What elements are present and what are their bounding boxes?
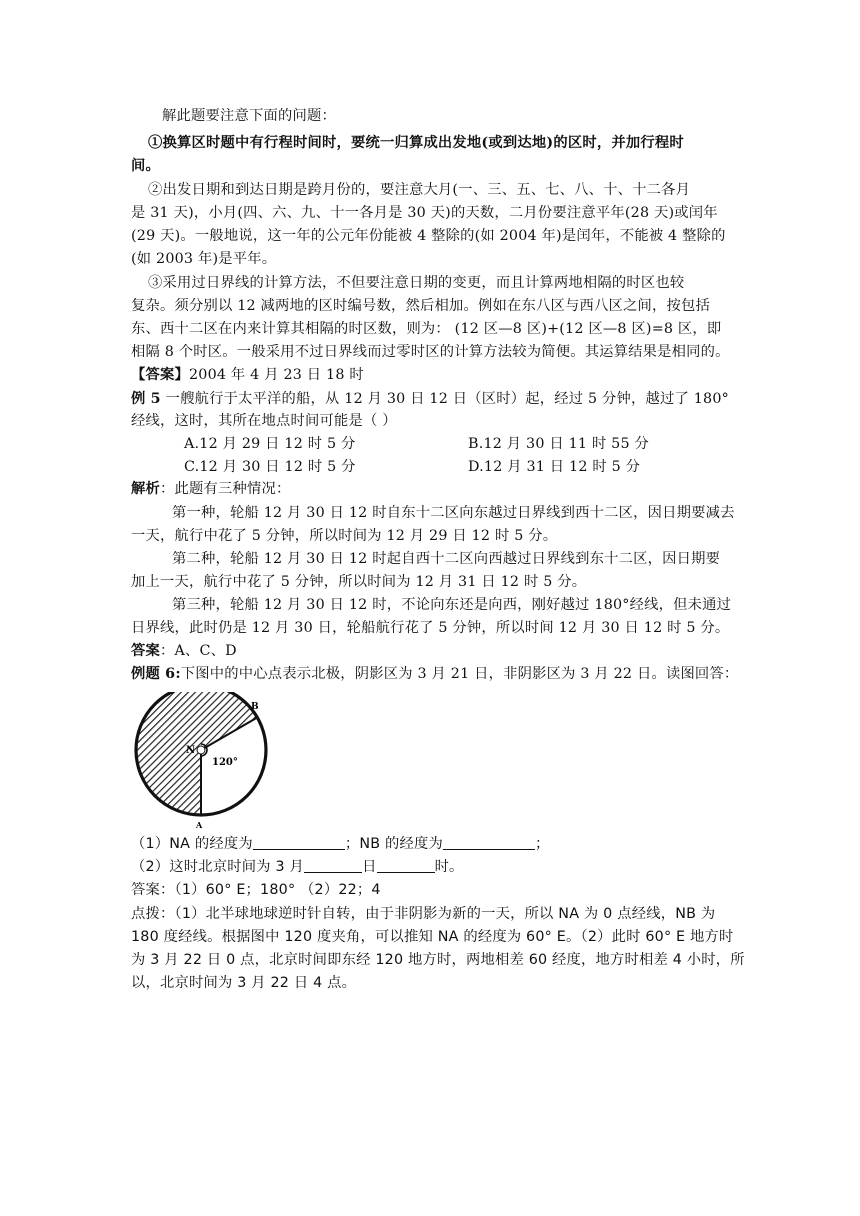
ex6-answer-label: 答案 bbox=[131, 882, 160, 898]
ex5-case1-line2: 一天，航行中花了 5 分钟，所以时间为 12 月 29 日 12 时 5 分。 bbox=[131, 528, 558, 544]
ex5-label: 例 5 bbox=[131, 391, 161, 407]
ex5-line1 bbox=[131, 389, 729, 409]
ex5-stem-1: 一艘航行于太平洋的船，从 12 月 30 日 12 日（区时）起，经过 5 分钟，越过了 180° bbox=[160, 391, 729, 407]
answer4-line bbox=[131, 365, 364, 385]
point2-line4: (如 2003 年)是平年。 bbox=[131, 251, 277, 267]
answer4-text: 2004 年 4 月 23 日 18 时 bbox=[189, 367, 364, 383]
q1-blank-na[interactable] bbox=[253, 835, 345, 850]
intro-text: 解此题要注意下面的问题： bbox=[162, 108, 336, 124]
ex6-answer bbox=[131, 880, 381, 900]
point1-line2: 间。 bbox=[131, 158, 160, 174]
ex5-case3-line2: 日界线，此时仍是 12 月 30 日，轮船航行花了 5 分钟，所以时间 12 月 30 日 12 时 5 分。 bbox=[131, 620, 730, 636]
ex6-tip-line3: 为 3 月 22 日 0 点，北京时间即东经 120 地方时，两地相差 60 经度，地方时相差 4 小时，所 bbox=[131, 952, 745, 968]
ex6-tip-text-1: ：（1）北半球地球逆时针自转，由于非阴影为新的一天，所以 NA 为 0 点经线，NB 为 bbox=[160, 906, 716, 922]
q1-blank-nb[interactable] bbox=[443, 835, 535, 850]
q1-part-b: ；NB 的经度为 bbox=[344, 836, 444, 852]
point3-line1: ③采用过日界线的计算方法，不但要注意日期的变更，而且计算两地相隔的时区也较 bbox=[148, 275, 685, 291]
ex5-case3-line1: 第三种，轮船 12 月 30 日 12 时，不论向东还是向西，刚好越过 180°经线，但未通过 bbox=[172, 597, 732, 613]
ex5-analysis-label: 解析 bbox=[131, 481, 160, 497]
ex5-case1-line1: 第一种，轮船 12 月 30 日 12 时自东十二区向东越过日界线到西十二区，因日期要减去 bbox=[172, 505, 735, 521]
ex6-question1 bbox=[131, 834, 550, 854]
ex5-case2-line1: 第二种，轮船 12 月 30 日 12 时起自西十二区向西越过日界线到东十二区，因日期要 bbox=[172, 551, 721, 567]
ex6-answer-text: ：（1）60° E；180° （2）22；4 bbox=[160, 882, 381, 898]
label-n: N bbox=[186, 745, 196, 756]
ex5-option-d: D.12 月 31 日 12 时 5 分 bbox=[468, 459, 641, 475]
ex5-case2-line2: 加上一天，航行中花了 5 分钟，所以时间为 12 月 31 日 12 时 5 分。 bbox=[131, 574, 587, 590]
point3-line3: 东、西十二区在内来计算其相隔的时区数，则为： (12 区—8 区)+(12 区—8 区)=8 区，即 bbox=[131, 321, 722, 337]
ex5-option-c: C.12 月 30 日 12 时 5 分 bbox=[184, 459, 356, 475]
point2-line3: (29 天)。一般地说，这一年的公元年份能被 4 整除的(如 2004 年)是闰年，不能被 4 整除的 bbox=[131, 228, 726, 244]
polar-diagram bbox=[124, 692, 274, 830]
north-pole-point bbox=[197, 746, 205, 754]
point3-line4: 相隔 8 个时区。一般采用不过日界线而过零时区的计算方法较为简便。其运算结果是相同的。 bbox=[131, 344, 730, 360]
ex5-analysis bbox=[131, 479, 290, 499]
point3-line2: 复杂。须分别以 12 减两地的区时编号数，然后相加。例如在东八区与西八区之间，按包括 bbox=[131, 298, 710, 314]
ex5-option-a: A.12 月 29 日 12 时 5 分 bbox=[184, 436, 356, 452]
ex5-option-b: B.12 月 30 日 11 时 55 分 bbox=[468, 436, 650, 452]
q1-part-c: ； bbox=[535, 836, 550, 852]
q2-part-b: 日 bbox=[362, 859, 377, 875]
ex5-answer-label: 答案 bbox=[131, 643, 160, 659]
point2-line1: ②出发日期和到达日期是跨月份的，要注意大月(一、三、五、七、八、十、十二各月 bbox=[148, 182, 691, 198]
q2-blank-day[interactable] bbox=[304, 858, 362, 873]
ex5-line2: 经线，这时，其所在地点时间可能是（ ） bbox=[131, 413, 397, 429]
ex6-tip-line4: 以，北京时间为 3 月 22 日 4 点。 bbox=[131, 975, 357, 991]
label-b: B bbox=[251, 702, 259, 712]
q2-blank-hour[interactable] bbox=[377, 858, 435, 873]
q1-part-a: （1）NA 的经度为 bbox=[131, 836, 253, 852]
ex6-tip-line1 bbox=[131, 904, 715, 924]
q2-part-c: 时。 bbox=[434, 859, 464, 875]
ex6-tip-label: 点拨 bbox=[131, 906, 160, 922]
label-angle: 120° bbox=[212, 757, 238, 768]
answer4-label: 【答案】 bbox=[131, 367, 189, 383]
label-a: A bbox=[196, 820, 203, 830]
ex5-answer bbox=[131, 641, 237, 661]
ex5-analysis-intro: ：此题有三种情况： bbox=[160, 481, 291, 497]
ex6-text: 下图中的中心点表示北极，阴影区为 3 月 21 日，非阴影区为 3 月 22 日。读图回答： bbox=[180, 666, 739, 682]
ex6-tip-line2: 180 度经线。根据图中 120 度夹角，可以推知 NA 的经度为 60° E。（2）此时 60° E 地方时 bbox=[131, 929, 734, 945]
point2-line2: 是 31 天)，小月(四、六、九、十一各月是 30 天)的天数，二月份要注意平年(28 天)或闰年 bbox=[131, 205, 718, 221]
point1-line1: ①换算区时题中有行程时间时，要统一归算成出发地(或到达地)的区时，并加行程时 bbox=[148, 135, 684, 151]
ex5-answer-text: ：A、C、D bbox=[160, 643, 237, 659]
ex6-heading bbox=[131, 664, 738, 684]
ex6-question2 bbox=[131, 857, 464, 877]
q2-part-a: （2）这时北京时间为 3 月 bbox=[131, 859, 305, 875]
ex6-label: 例题 6: bbox=[131, 666, 181, 682]
